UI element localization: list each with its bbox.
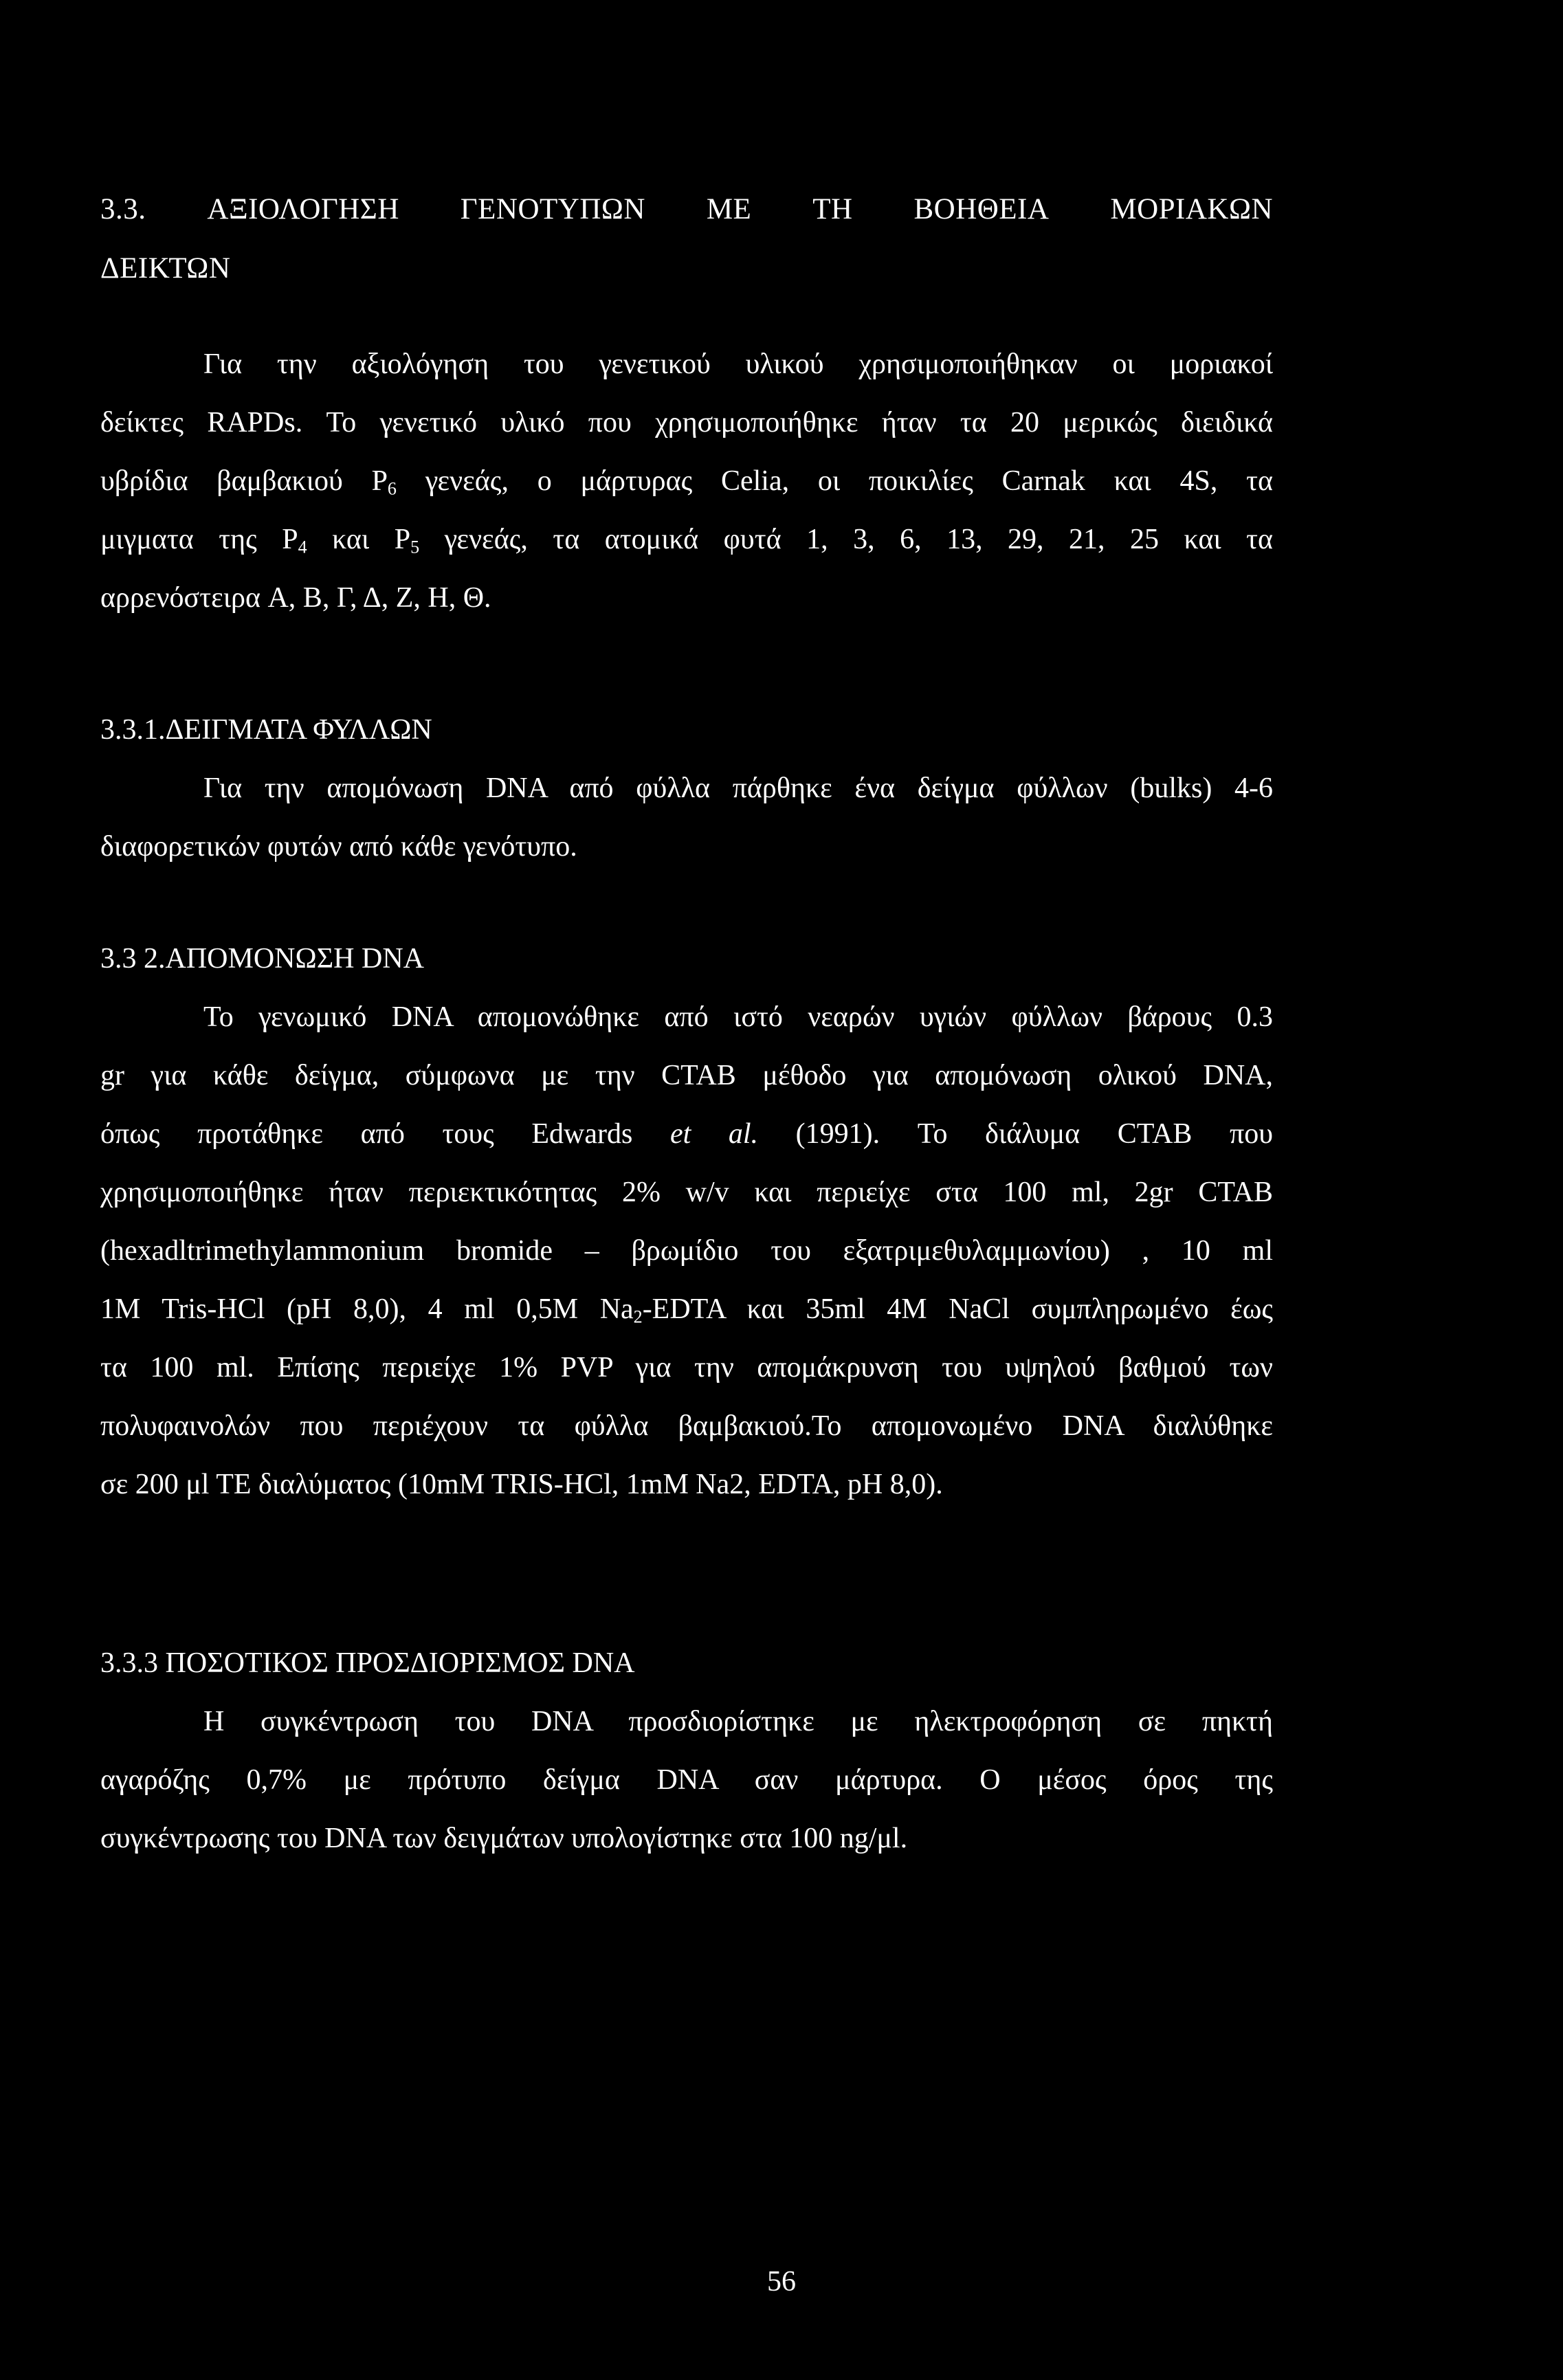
text-run: όπως προτάθηκε από τους Edwards bbox=[100, 1118, 670, 1150]
section-3-3-3 bbox=[100, 1634, 1273, 1868]
subsection-heading: 3.3 2.ΑΠΟΜΟΝΩΣΗ DNA bbox=[100, 943, 424, 975]
text-run: και P bbox=[307, 524, 411, 555]
section-heading-line-1 bbox=[100, 180, 1273, 239]
paragraph-line: αρρενόστειρα A, B, Γ, Δ, Z, H, Θ. bbox=[100, 582, 491, 614]
paragraph-line: Το γενωμικό DNA απομονώθηκε από ιστό νεαρών υγιών φύλλων βάρους 0.3 bbox=[203, 1001, 1273, 1033]
section-3-3-1 bbox=[100, 701, 1273, 876]
section-heading-3-3 bbox=[100, 180, 1273, 298]
paragraph-line bbox=[100, 1105, 1273, 1164]
heading-word: ΒΟΗΘΕΙΑ bbox=[913, 193, 1050, 225]
heading-word: ΓΕΝΟΤΥΠΩΝ bbox=[460, 193, 645, 225]
heading-word: 3.3. bbox=[100, 193, 146, 225]
italic-text: et al. bbox=[669, 1118, 759, 1150]
text-run: μιγματα της P bbox=[100, 524, 298, 555]
text-run: (1991). Το διάλυμα CTAB που bbox=[758, 1118, 1274, 1150]
paragraph-line: διαφορετικών φυτών από κάθε γενότυπο. bbox=[100, 831, 577, 863]
heading-word: ΑΞΙΟΛΟΓΗΣΗ bbox=[207, 193, 399, 225]
paragraph-line: Για την απομόνωση DNA από φύλλα πάρθηκε ένα δείγμα φύλλων (bulks) 4-6 bbox=[203, 772, 1273, 804]
page-number: 56 bbox=[767, 2266, 796, 2298]
paragraph-line: χρησιμοποιήθηκε ήταν περιεκτικότητας 2% w/v και περιείχε στα 100 ml, 2gr CTAB bbox=[100, 1177, 1273, 1208]
paragraph-line: Για την αξιολόγηση του γενετικού υλικού χρησιμοποιήθηκαν οι μοριακοί bbox=[203, 348, 1273, 380]
paragraph-line: (hexadltrimethylammonium bromide – βρωμίδιο του εξατριμεθυλαμμωνίου) , 10 ml bbox=[100, 1235, 1273, 1267]
paragraph-line: αγαρόζης 0,7% με πρότυπο δείγμα DNA σαν μάρτυρα. Ο μέσος όρος της bbox=[100, 1764, 1273, 1796]
subsection-heading: 3.3.3 ΠΟΣΟΤΙΚΟΣ ΠΡΟΣΔΙΟΡΙΣΜΟΣ DNA bbox=[100, 1647, 635, 1679]
subscript: 6 bbox=[387, 478, 397, 499]
subscript: 4 bbox=[298, 537, 307, 557]
section-heading-line-2: ΔΕΙΚΤΩΝ bbox=[100, 252, 231, 285]
paragraph-line: δείκτες RAPDs. Το γενετικό υλικό που χρησιμοποιήθηκε ήταν τα 20 μερικώς διειδικά bbox=[100, 407, 1273, 438]
paragraph-line: τα 100 ml. Επίσης περιείχε 1% PVP για την απομάκρυνση του υψηλού βαθμού των bbox=[100, 1352, 1273, 1383]
section-3-3-2 bbox=[100, 930, 1273, 1514]
text-run: γενεάς, ο μάρτυρας Celia, οι ποικιλίες Carnak και 4S, τα bbox=[396, 465, 1273, 497]
text-run: υβρίδια βαμβακιού P bbox=[100, 465, 388, 497]
paragraph-line: gr για κάθε δείγμα, σύμφωνα με την CTAB μέθοδο για απομόνωση ολικού DNA, bbox=[100, 1060, 1273, 1091]
heading-word: ΜΟΡΙΑΚΩΝ bbox=[1110, 193, 1273, 225]
paragraph-line: Η συγκέντρωση του DNA προσδιορίστηκε με ηλεκτροφόρηση σε πηκτή bbox=[203, 1706, 1273, 1737]
subsection-heading: 3.3.1.ΔΕΙΓΜΑΤΑ ΦΥΛΛΩΝ bbox=[100, 714, 432, 746]
paragraph-line: σε 200 μl TE διαλύματος (10mM TRIS-HCl, 1mM Na2, EDTA, pH 8,0). bbox=[100, 1469, 943, 1500]
heading-word: ΜΕ bbox=[706, 193, 752, 225]
paragraph-line: πολυφαινολών που περιέχουν τα φύλλα βαμβακιού.Το απομονωμένο DNA διαλύθηκε bbox=[100, 1410, 1273, 1442]
text-run: -EDTA και 35ml 4M NaCl συμπληρωμένο έως bbox=[642, 1293, 1273, 1325]
text-run: γενεάς, τα ατομικά φυτά 1, 3, 6, 13, 29, 21, 25 και τα bbox=[419, 524, 1273, 555]
subscript: 2 bbox=[633, 1306, 643, 1327]
intro-paragraph bbox=[100, 335, 1273, 627]
subscript: 5 bbox=[410, 537, 420, 557]
heading-word: ΤΗ bbox=[812, 193, 853, 225]
text-run: 1M Tris-HCl (pH 8,0), 4 ml 0,5M Na bbox=[100, 1293, 634, 1325]
paragraph-line bbox=[100, 452, 1273, 511]
paragraph-line bbox=[100, 511, 1273, 569]
paragraph-line: συγκέντρωσης του DNA των δειγμάτων υπολογίστηκε στα 100 ng/μl. bbox=[100, 1823, 908, 1854]
paragraph-line bbox=[100, 1280, 1273, 1339]
